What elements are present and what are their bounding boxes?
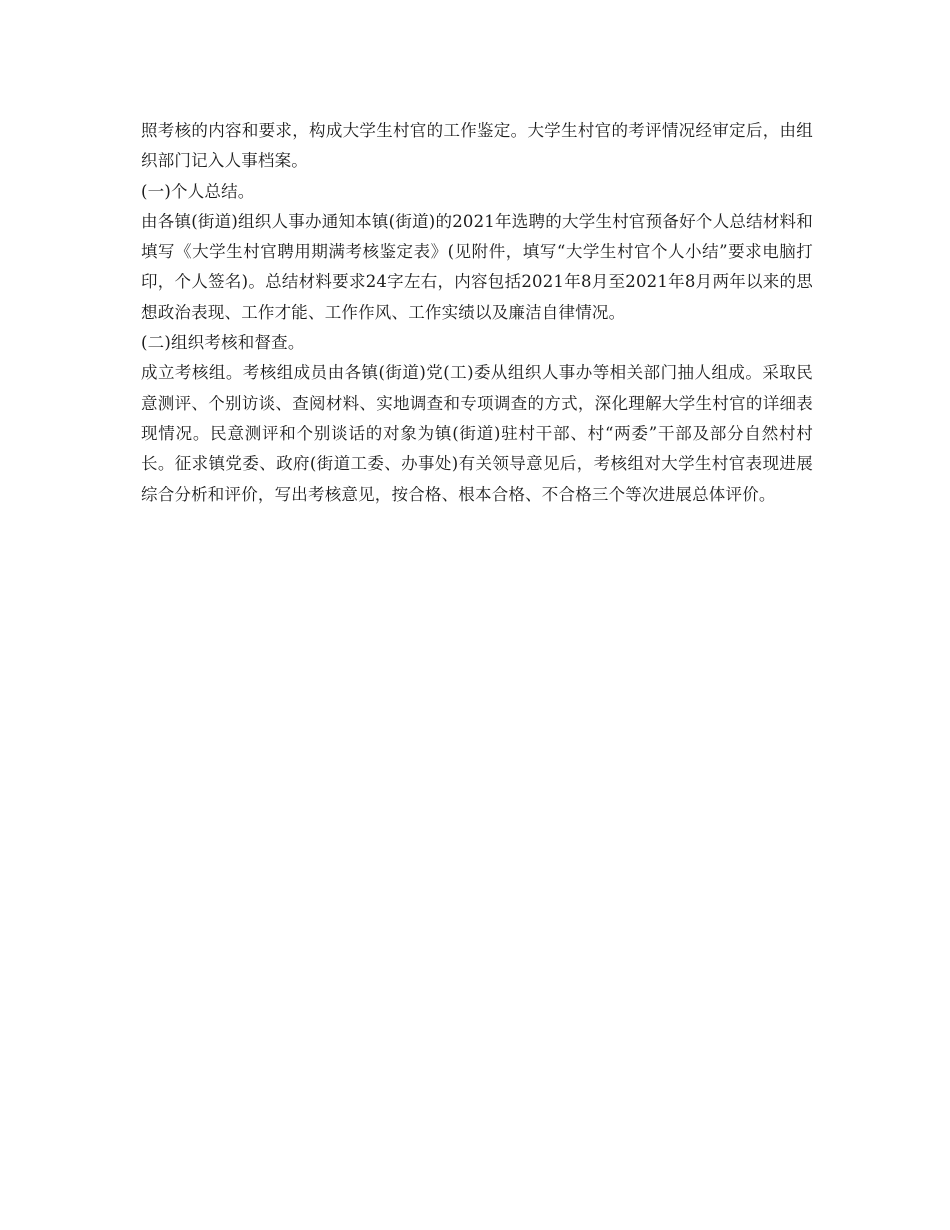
heading-personal-summary: (一)个人总结。	[141, 181, 255, 201]
heading-organization-review: (二)组织考核和督查。	[141, 333, 305, 353]
document-body	[141, 116, 813, 510]
paragraph-appraisal-intro: 照考核的内容和要求，构成大学生村官的工作鉴定。大学生村官的考评情况经审定后，由组织部门记入人事档案。	[141, 121, 813, 171]
paragraph-organization-review: 成立考核组。考核组成员由各镇(街道)党(工)委从组织人事办等相关部门抽人组成。采取民意测评、个别访谈、查阅材料、实地调查和专项调查的方式，深化理解大学生村官的详细表现情况。民意测评和个别谈话的对象为镇(街道)驻村干部、村“两委”干部及部分自然村村长。征求镇党委、政府(街道工委、办事处)有关领导意见后，考核组对大学生村官表现进展综合分析和评价，写出考核意见，按合格、根本合格、不合格三个等次进展总体评价。	[141, 363, 813, 504]
paragraph-personal-summary: 由各镇(街道)组织人事办通知本镇(街道)的2021年选聘的大学生村官预备好个人总结材料和填写《大学生村官聘用期满考核鉴定表》(见附件，填写“大学生村官个人小结”要求电脑打印，个人签名)。总结材料要求24字左右，内容包括2021年8月至2021年8月两年以来的思想政治表现、工作才能、工作作风、工作实绩以及廉洁自律情况。	[141, 211, 813, 322]
